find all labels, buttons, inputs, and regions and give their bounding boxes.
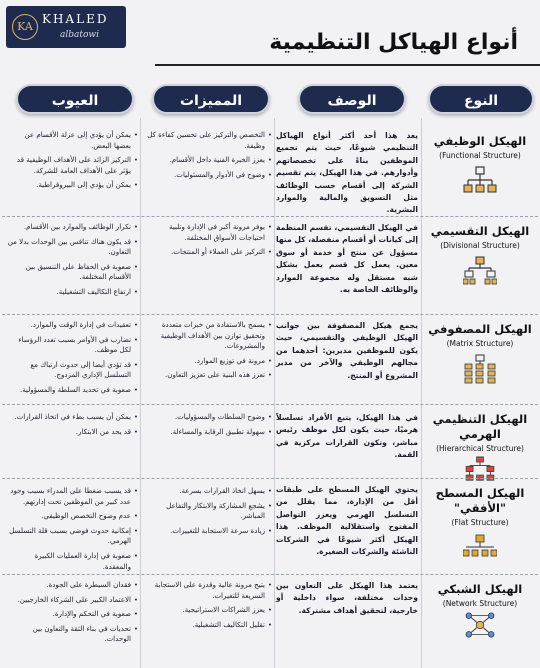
disadvantages-list bbox=[6, 222, 138, 302]
advantage-item: • وضوح السلطات والمسؤوليات. bbox=[142, 412, 272, 423]
disadvantage-item: • قد تؤدي أيضا إلى حدوث ارتباك مع التسلسل الإداري المزدوج. bbox=[6, 360, 138, 381]
disadvantage-item: • تكرار الوظائف والموارد بين الأقسام. bbox=[6, 222, 138, 233]
column-divider bbox=[274, 118, 275, 668]
advantages-list bbox=[142, 222, 272, 262]
disadvantage-item: • ارتفاع التكاليف التشغيلية. bbox=[6, 287, 138, 298]
type-name-ar: الهيكل الوظيفي bbox=[433, 134, 527, 148]
disadvantage-item: • صعوبة في الحفاظ على التنسيق بين الأقسام المختلفة. bbox=[6, 262, 138, 283]
disadvantage-item: • يمكن أن يؤدي إلى عزلة الأقسام عن بعضها البعض. bbox=[6, 130, 138, 151]
advantage-item: • زيادة سرعة الاستجابة للتغييرات. bbox=[142, 526, 272, 537]
disadvantage-item: • يمكن أن يؤدي إلى البيروقراطية. bbox=[6, 180, 138, 191]
disadvantage-item: • تعقيدات في إدارة الوقت والموارد. bbox=[6, 320, 138, 331]
divisional-structure-icon bbox=[463, 256, 497, 286]
disadvantage-item: • تضارب في الأوامر بسبب تعدد الرؤساء لكل موظف. bbox=[6, 335, 138, 356]
disadvantages-list bbox=[6, 580, 138, 649]
description-text: يحتوي الهيكل المسطح على طبقات أقل من الإدارة، مما يقلل من التسلسل الهرمي ويعزز التواصل المفتوح واستقلالية الموظف. هذا الهيكل أكثر شيوعًا في الشركات الناشئة والشركات الصغيرة. bbox=[276, 485, 418, 557]
disadvantage-item: • صعوبة في إدارة العمليات الكبيرة والمعقدة. bbox=[6, 551, 138, 572]
column-divider bbox=[421, 118, 422, 668]
type-name-en: (Divisional Structure) bbox=[440, 241, 520, 250]
disadvantages-list bbox=[6, 130, 138, 195]
disadvantage-item: • قد يكون هناك تنافس بين الوحدات بدلا من التعاون. bbox=[6, 237, 138, 258]
disadvantage-item: • تحديات في بناء الثقة والتعاون بين الوحدات. bbox=[6, 624, 138, 645]
advantage-item: • التركيز على العملاء أو المنتجات. bbox=[142, 247, 272, 258]
advantage-item: • مرونة في توزيع الموارد. bbox=[142, 356, 272, 367]
disadvantage-item: • يمكن أن يسبب بطء في اتخاذ القرارات. bbox=[6, 412, 138, 423]
advantage-item: • وضوح في الأدوار والمسئوليات. bbox=[142, 170, 272, 181]
advantage-item: • يسهل اتخاذ القرارات بسرعة. bbox=[142, 486, 272, 497]
type-cell bbox=[424, 134, 536, 200]
advantage-item: • يسمح بالاستفادة من خبرات متعددة وتحقيق توازن بين الأهداف الوظيفية والمشروعات. bbox=[142, 320, 272, 352]
description-text: في هذا الهيكل، يتبع الأفراد تسلسلاً هرميًا، حيث يكون لكل موظف رئيس مباشر، وتكون القرارات مركزية في القمة. bbox=[276, 413, 418, 460]
advantage-item: • تقليل التكاليف التشغيلية. bbox=[142, 620, 272, 631]
disadvantages-list bbox=[6, 412, 138, 441]
type-name-ar: الهيكل المصفوفي bbox=[428, 322, 532, 336]
header-description: الوصف bbox=[298, 84, 406, 114]
description-text: يعد هذا أحد أكثر أنواع الهياكل التنظيمي شيوعًا، حيث يتم تجميع الموظفين بناءً على تخصصاتهم وأدوارهم. في هذا الهيكل، يتم تقسيم الشركة إلى أقسام حسب الوظائف مثل التسويق والمالية والموارد البشرية. bbox=[276, 131, 418, 215]
row-divider bbox=[2, 404, 538, 405]
type-name-en: (Matrix Structure) bbox=[446, 339, 514, 348]
type-cell bbox=[424, 582, 536, 643]
advantage-item: • يتيح مرونة عالية وقدرة على الاستجابة السريعة للتغيرات. bbox=[142, 580, 272, 601]
brand-logo bbox=[6, 6, 126, 48]
logo-subtitle: albatowi bbox=[60, 30, 99, 40]
row-divider bbox=[2, 574, 538, 575]
row-divider bbox=[2, 314, 538, 315]
advantage-item: • يوفر مرونة أكبر في الإدارة وتلبية احتياجات الأسواق المختلفة. bbox=[142, 222, 272, 243]
description-text: يجمع هيكل المصفوفة بين جوانب الهيكل الوظيفي والتقسيمي، حيث يكون للموظفين مديرين: أحدهما من مجالهم الوظيفي والآخر من مدير المشروع أو المنتج. bbox=[276, 321, 418, 380]
advantages-list bbox=[142, 130, 272, 184]
disadvantage-item: • صعوبة في التحكم والإدارة. bbox=[6, 609, 138, 620]
disadvantage-item: • فقدان السيطرة على الجودة. bbox=[6, 580, 138, 591]
advantage-item: • سهولة تطبيق الرقابة والمساءلة. bbox=[142, 427, 272, 438]
disadvantage-item: • عدم وضوح التخصص الوظيفي. bbox=[6, 511, 138, 522]
row-divider bbox=[2, 216, 538, 217]
disadvantage-item: • صعوبة في تحديد السلطة والمسؤولية. bbox=[6, 385, 138, 396]
type-cell bbox=[424, 224, 536, 290]
advantages-list bbox=[142, 412, 272, 441]
disadvantage-item: • قد يحد من الابتكار. bbox=[6, 427, 138, 438]
logo-monogram: KA bbox=[12, 14, 38, 40]
header-disadvantages: العيوب bbox=[16, 84, 134, 114]
type-cell bbox=[424, 412, 536, 486]
type-name-en: (Network Structure) bbox=[442, 599, 518, 608]
advantages-list bbox=[142, 320, 272, 385]
advantage-item: • يشجع المشاركة والابتكار والتفاعل المباشر. bbox=[142, 501, 272, 522]
advantage-item: • يعزز الشراكات الاستراتيجية. bbox=[142, 605, 272, 616]
description-text: يعتمد هذا الهيكل على التعاون بين وحدات مختلفة، سواء داخلية أو خارجية، لتحقيق أهداف مشتركة. bbox=[276, 581, 418, 615]
advantages-list bbox=[142, 486, 272, 540]
type-name-ar: الهيكل التقسيمي bbox=[430, 224, 530, 238]
disadvantage-item: • الاعتماد الكبير على الشركاء الخارجيين. bbox=[6, 595, 138, 606]
disadvantage-item: • قد يسبب ضغطا على المدراء بسبب وجود عدد كبير من الموظفين تحت إدارتهم. bbox=[6, 486, 138, 507]
matrix-structure-icon bbox=[463, 354, 497, 384]
description-text: في الهيكل التقسيمي، تقسم المنظمة إلى كيانات أو أقسام منفصلة، كل منها مسؤول عن منتج أو خدمة أو سوق معين. يعمل كل قسم يعمل بشكل شبه مستقل وله مجموعة الموارد والوظائف الخاصة به. bbox=[276, 223, 418, 295]
functional-structure-icon bbox=[463, 166, 497, 196]
advantage-item: • التخصص والتركيز على تحسين كفاءة كل وظيفة. bbox=[142, 130, 272, 151]
page-title: أنواع الهياكل التنظيمية bbox=[269, 30, 518, 55]
network-structure-icon bbox=[463, 611, 497, 639]
advantage-item: • يعزز الخبرة الفنية داخل الأقسام. bbox=[142, 155, 272, 166]
title-underline bbox=[155, 64, 540, 66]
disadvantages-list bbox=[6, 320, 138, 400]
type-cell bbox=[424, 322, 536, 388]
type-name-en: (Functional Structure) bbox=[439, 151, 521, 160]
type-name-ar: الهيكل المسطح "الأفقي" bbox=[435, 486, 525, 515]
row-divider bbox=[2, 478, 538, 479]
type-name-en: (Flat Structure) bbox=[451, 518, 509, 527]
header-type: النوع bbox=[428, 84, 534, 114]
flat-structure-icon bbox=[463, 533, 497, 563]
disadvantage-item: • إمكانية حدوث فوضى بسبب قلة التسلسل الهرمي. bbox=[6, 526, 138, 547]
type-name-ar: الهيكل الشبكي bbox=[437, 582, 523, 596]
logo-name: KHALED bbox=[42, 12, 109, 26]
header-advantages: المميزات bbox=[152, 84, 270, 114]
type-name-ar: الهيكل التنظيمي الهرمي bbox=[432, 412, 528, 441]
disadvantages-list bbox=[6, 486, 138, 576]
type-name-en: (Hierarchical Structure) bbox=[436, 444, 524, 453]
advantages-list bbox=[142, 580, 272, 634]
advantage-item: • تعزز هذه البنية على تعزيز التعاون. bbox=[142, 370, 272, 381]
disadvantage-item: • التركيز الزائد على الأهداف الوظيفية قد يؤثر على الأهداف العامة للشركة. bbox=[6, 155, 138, 176]
type-cell bbox=[424, 486, 536, 567]
column-divider bbox=[140, 118, 141, 668]
